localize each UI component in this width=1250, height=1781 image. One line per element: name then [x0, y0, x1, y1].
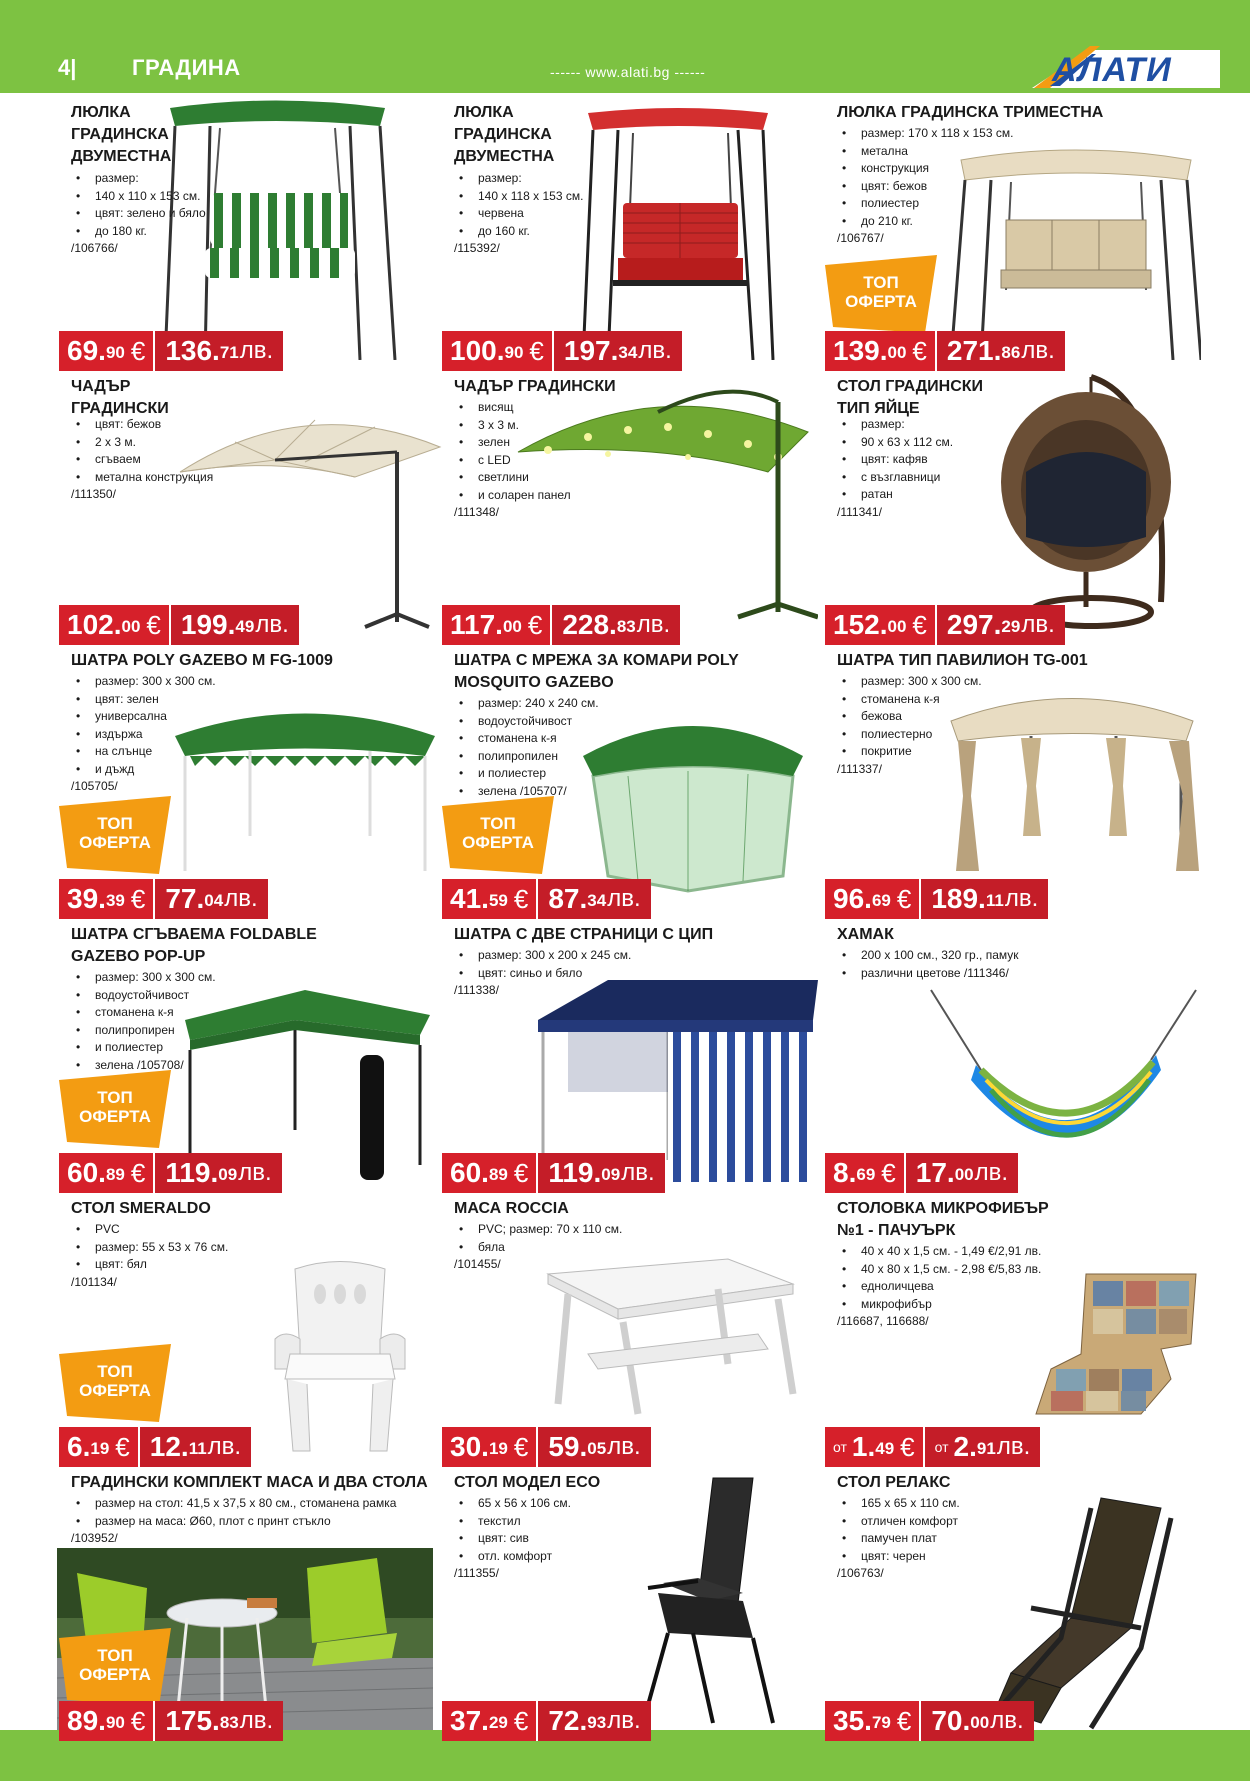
- product-title: ЛЮЛКА ГРАДИНСКА ДВУМЕСТНА: [71, 104, 172, 165]
- top-offer-label: ТОП ОФЕРТА: [79, 1362, 151, 1400]
- top-offer-label: ТОП ОФЕРТА: [79, 1088, 151, 1126]
- price-tag: [825, 1701, 1034, 1741]
- product-title: ШАТРА С МРЕЖА ЗА КОМАРИ POLY MOSQUITO GAZEBO: [454, 652, 739, 691]
- price-bgn: 136. $^{71}$ лв.: [153, 331, 283, 371]
- product-title: ЛЮЛКА ГРАДИНСКА ТРИМЕСТНА: [837, 104, 1104, 121]
- website-url[interactable]: ------ www.alati.bg ------: [550, 64, 706, 80]
- price-tag: [825, 1427, 1040, 1467]
- product-title: ШАТРА POLY GAZEBO M FG-1009: [71, 652, 333, 669]
- product-title: ГРАДИНСКИ КОМПЛЕКТ МАСА И ДВА СТОЛА: [71, 1474, 428, 1491]
- product-title: ЛЮЛКА ГРАДИНСКА ДВУМЕСТНА: [454, 104, 555, 165]
- product-specs: • 200 x 100 см., 320 гр., памук • различни цветове /111346/: [837, 947, 1019, 982]
- price-tag: [442, 331, 682, 371]
- product-image: [528, 1254, 798, 1419]
- product-card[interactable]: [55, 646, 437, 916]
- price-bgn: 12. $^{11}$ лв.: [138, 1427, 251, 1467]
- price-bgn: 189. $^{11}$ лв.: [919, 879, 1048, 919]
- product-specs: • размер: 240 x 240 см. • водоустойчивост • стоманена к-я • полипропилен • и полиестер • зелена /105707/: [454, 695, 599, 800]
- product-card[interactable]: [55, 920, 437, 1190]
- price-eur: 100. $^{90}$ €: [442, 331, 552, 371]
- product-card[interactable]: [438, 1468, 820, 1738]
- product-card[interactable]: [438, 1194, 820, 1464]
- product-card[interactable]: [55, 98, 437, 368]
- product-specs: • 40 x 40 x 1,5 см. - 1,49 €/2,91 лв. • 40 x 80 x 1,5 см. - 2,98 €/5,83 лв. • едноличцева • микрофибър /116687, 116688/: [837, 1243, 1041, 1331]
- price-bgn: 297. $^{29}$ лв.: [935, 605, 1065, 645]
- price-eur: 60. $^{89}$ €: [442, 1153, 536, 1193]
- product-card[interactable]: [438, 98, 820, 368]
- product-image: [175, 402, 445, 634]
- price-tag: [825, 1153, 1018, 1193]
- product-card[interactable]: [55, 1194, 437, 1464]
- product-specs: • размер: • 140 x 110 x 153 см. • цвят: зелено и бяло • до 180 кг. /106766/: [71, 170, 206, 258]
- product-code: /101134/: [71, 1274, 117, 1289]
- top-offer-label: ТОП ОФЕРТА: [845, 273, 917, 311]
- product-title: ШАТРА ТИП ПАВИЛИОН TG-001: [837, 652, 1088, 669]
- product-image: [578, 108, 778, 360]
- product-title: ШАТРА С ДВЕ СТРАНИЦИ С ЦИП: [454, 926, 714, 943]
- logo-text: АЛАТИ: [1052, 51, 1172, 89]
- price-bgn: 59. $^{05}$ лв.: [536, 1427, 650, 1467]
- price-eur: 89. $^{90}$ €: [59, 1701, 153, 1741]
- product-specs: • размер на стол: 41,5 x 37,5 x 80 см., стоманена рамка • размер на маса: Ø60, плот с принт стъкло /103952/: [71, 1495, 396, 1548]
- price-bgn: 17. $^{00}$ лв.: [904, 1153, 1018, 1193]
- price-eur: 60. $^{89}$ €: [59, 1153, 153, 1193]
- product-code: /111338/: [454, 983, 499, 997]
- product-title: СТОЛ РЕЛАКС: [837, 1474, 951, 1491]
- product-code: /115392/: [454, 241, 500, 255]
- price-eur: 139. $^{00}$ €: [825, 331, 935, 371]
- price-eur: 96. $^{69}$ €: [825, 879, 919, 919]
- price-tag: [442, 1701, 651, 1741]
- price-bgn: 197. $^{34}$ лв.: [552, 331, 682, 371]
- product-specs: • размер: 170 x 118 x 153 см. • метална • конструкция • цвят: бежов • полиестер • до 210 кг. /106767/: [837, 125, 1013, 248]
- price-eur: 8. $^{69}$ €: [825, 1153, 904, 1193]
- price-tag: [59, 1701, 283, 1741]
- price-bgn: 72. $^{93}$ лв.: [536, 1701, 650, 1741]
- price-eur: от 1. $^{49}$ €: [825, 1427, 923, 1467]
- product-image: [981, 372, 1201, 634]
- product-card[interactable]: [55, 1468, 437, 1738]
- product-card[interactable]: [821, 372, 1203, 642]
- price-eur: 6. $^{19}$ €: [59, 1427, 138, 1467]
- price-bgn: 199. $^{49}$ лв.: [169, 605, 299, 645]
- product-card[interactable]: [821, 1468, 1203, 1738]
- product-image: [1031, 1269, 1201, 1419]
- product-code: /105705/: [71, 779, 118, 793]
- product-code: /103952/: [71, 1531, 118, 1545]
- product-code: /106763/: [837, 1566, 884, 1580]
- price-bgn: от 2. $^{91}$ лв.: [923, 1427, 1041, 1467]
- price-eur: 41. $^{59}$ €: [442, 879, 536, 919]
- product-title: СТОЛ ГРАДИНСКИ ТИП ЯЙЦЕ: [837, 378, 984, 417]
- product-code: /111348/: [454, 505, 499, 519]
- product-specs: • размер: 300 x 300 см. • цвят: зелен • универсална • издържа • на слънце • и дъжд /105705/: [71, 673, 216, 796]
- product-specs: • PVC; размер: 70 x 110 см. • бяла /101455/: [454, 1221, 622, 1274]
- price-eur: 39. $^{39}$ €: [59, 879, 153, 919]
- product-specs: • висящ • 3 x 3 м. • зелен • с LED • светлини • и соларен панел /111348/: [454, 399, 571, 522]
- price-tag: [825, 879, 1048, 919]
- price-tag: [825, 331, 1065, 371]
- product-code: /111337/: [837, 761, 882, 776]
- price-bgn: 271. $^{86}$ лв.: [935, 331, 1065, 371]
- price-bgn: 70. $^{00}$ лв.: [919, 1701, 1033, 1741]
- price-tag: [59, 605, 299, 645]
- price-tag: [442, 879, 651, 919]
- price-tag: [59, 1427, 251, 1467]
- product-card[interactable]: [821, 646, 1203, 916]
- product-title: СТОЛ SMERALDO: [71, 1200, 211, 1217]
- product-card[interactable]: [55, 372, 437, 642]
- product-code: /111341/: [837, 504, 882, 519]
- top-offer-label: ТОП ОФЕРТА: [462, 814, 534, 852]
- product-specs: • размер: • 90 x 63 x 112 см. • цвят: кафяв • с възглавници • ратан /111341/: [837, 416, 953, 521]
- price-bgn: 87. $^{34}$ лв.: [536, 879, 650, 919]
- price-tag: [442, 1153, 665, 1193]
- product-image: [265, 1259, 415, 1454]
- price-tag: [442, 605, 680, 645]
- price-eur: 117. $^{00}$ €: [442, 605, 550, 645]
- price-tag: [59, 331, 283, 371]
- product-specs: • размер: 300 x 300 см. • водоустойчивост • стоманена к-я • полипропирен • и полиестер • зелена /105708/: [71, 969, 216, 1074]
- product-specs: • цвят: бежов • 2 x 3 м. • сгъваем • метална конструкция /111350/: [71, 416, 213, 504]
- product-card[interactable]: [821, 1194, 1203, 1464]
- product-specs: • PVC • размер: 55 x 53 x 76 см. • цвят: бял /101134/: [71, 1221, 228, 1291]
- product-code: /111350/: [71, 487, 116, 501]
- product-code: /116687, 116688/: [837, 1314, 929, 1328]
- product-card[interactable]: [438, 920, 820, 1190]
- price-bgn: 175. $^{83}$ лв.: [153, 1701, 283, 1741]
- price-eur: 37. $^{29}$ €: [442, 1701, 536, 1741]
- product-title: ЧАДЪР ГРАДИНСКИ: [71, 378, 169, 417]
- price-eur: 102. $^{00}$ €: [59, 605, 169, 645]
- product-title: СТОЛОВКА МИКРОФИБЪР №1 - ПАЧУЪРК: [837, 1200, 1049, 1239]
- product-image: [921, 970, 1203, 1170]
- product-specs: • размер: 300 x 300 см. • стоманена к-я • бежова • полиестерно • покритие /111337/: [837, 673, 982, 778]
- product-title: ХАМАК: [837, 926, 894, 943]
- product-image: [971, 1488, 1201, 1730]
- top-offer-label: ТОП ОФЕРТА: [79, 814, 151, 852]
- price-tag: [825, 605, 1065, 645]
- section-title: ГРАДИНА: [132, 55, 241, 80]
- product-card[interactable]: [438, 372, 820, 642]
- product-code: /101455/: [454, 1257, 501, 1271]
- product-title: СТОЛ МОДЕЛ ECO: [454, 1474, 601, 1491]
- product-card[interactable]: [821, 98, 1203, 368]
- price-bgn: 77. $^{04}$ лв.: [153, 879, 267, 919]
- price-tag: [59, 879, 268, 919]
- top-offer-label: ТОП ОФЕРТА: [79, 1646, 151, 1684]
- price-eur: 35. $^{79}$ €: [825, 1701, 919, 1741]
- product-code: /106767/: [837, 231, 884, 245]
- product-code: /111355/: [454, 1566, 499, 1580]
- product-card[interactable]: [821, 920, 1203, 1190]
- price-bgn: 119. $^{09}$ лв.: [536, 1153, 664, 1193]
- price-tag: [59, 1153, 282, 1193]
- product-specs: • 65 x 56 x 106 см. • текстил • цвят: сив • отл. комфорт /111355/: [454, 1495, 571, 1583]
- product-specs: • размер: 300 x 200 x 245 см. • цвят: синьо и бяло /111338/: [454, 947, 631, 1000]
- price-eur: 152. $^{00}$ €: [825, 605, 935, 645]
- product-title: ЧАДЪР ГРАДИНСКИ: [454, 378, 616, 395]
- price-tag: [442, 1427, 651, 1467]
- price-eur: 69. $^{90}$ €: [59, 331, 153, 371]
- product-title: ШАТРА СГЪВАЕМА FOLDABLE GAZEBO POP-UP: [71, 926, 317, 965]
- product-image: [623, 1473, 783, 1730]
- product-specs: • размер: • 140 x 118 x 153 см. • червена • до 160 кг. /115392/: [454, 170, 583, 258]
- product-title: МАСА ROCCIA: [454, 1200, 569, 1217]
- price-bgn: 119. $^{09}$ лв.: [153, 1153, 281, 1193]
- price-bgn: 228. $^{83}$ лв.: [550, 605, 680, 645]
- page-number: 4|: [58, 55, 77, 80]
- price-eur: 30. $^{19}$ €: [442, 1427, 536, 1467]
- product-specs: • 165 x 65 x 110 см. • отличен комфорт • памучен плат • цвят: черен /106763/: [837, 1495, 960, 1583]
- product-card[interactable]: [438, 646, 820, 916]
- product-code: /106766/: [71, 241, 118, 255]
